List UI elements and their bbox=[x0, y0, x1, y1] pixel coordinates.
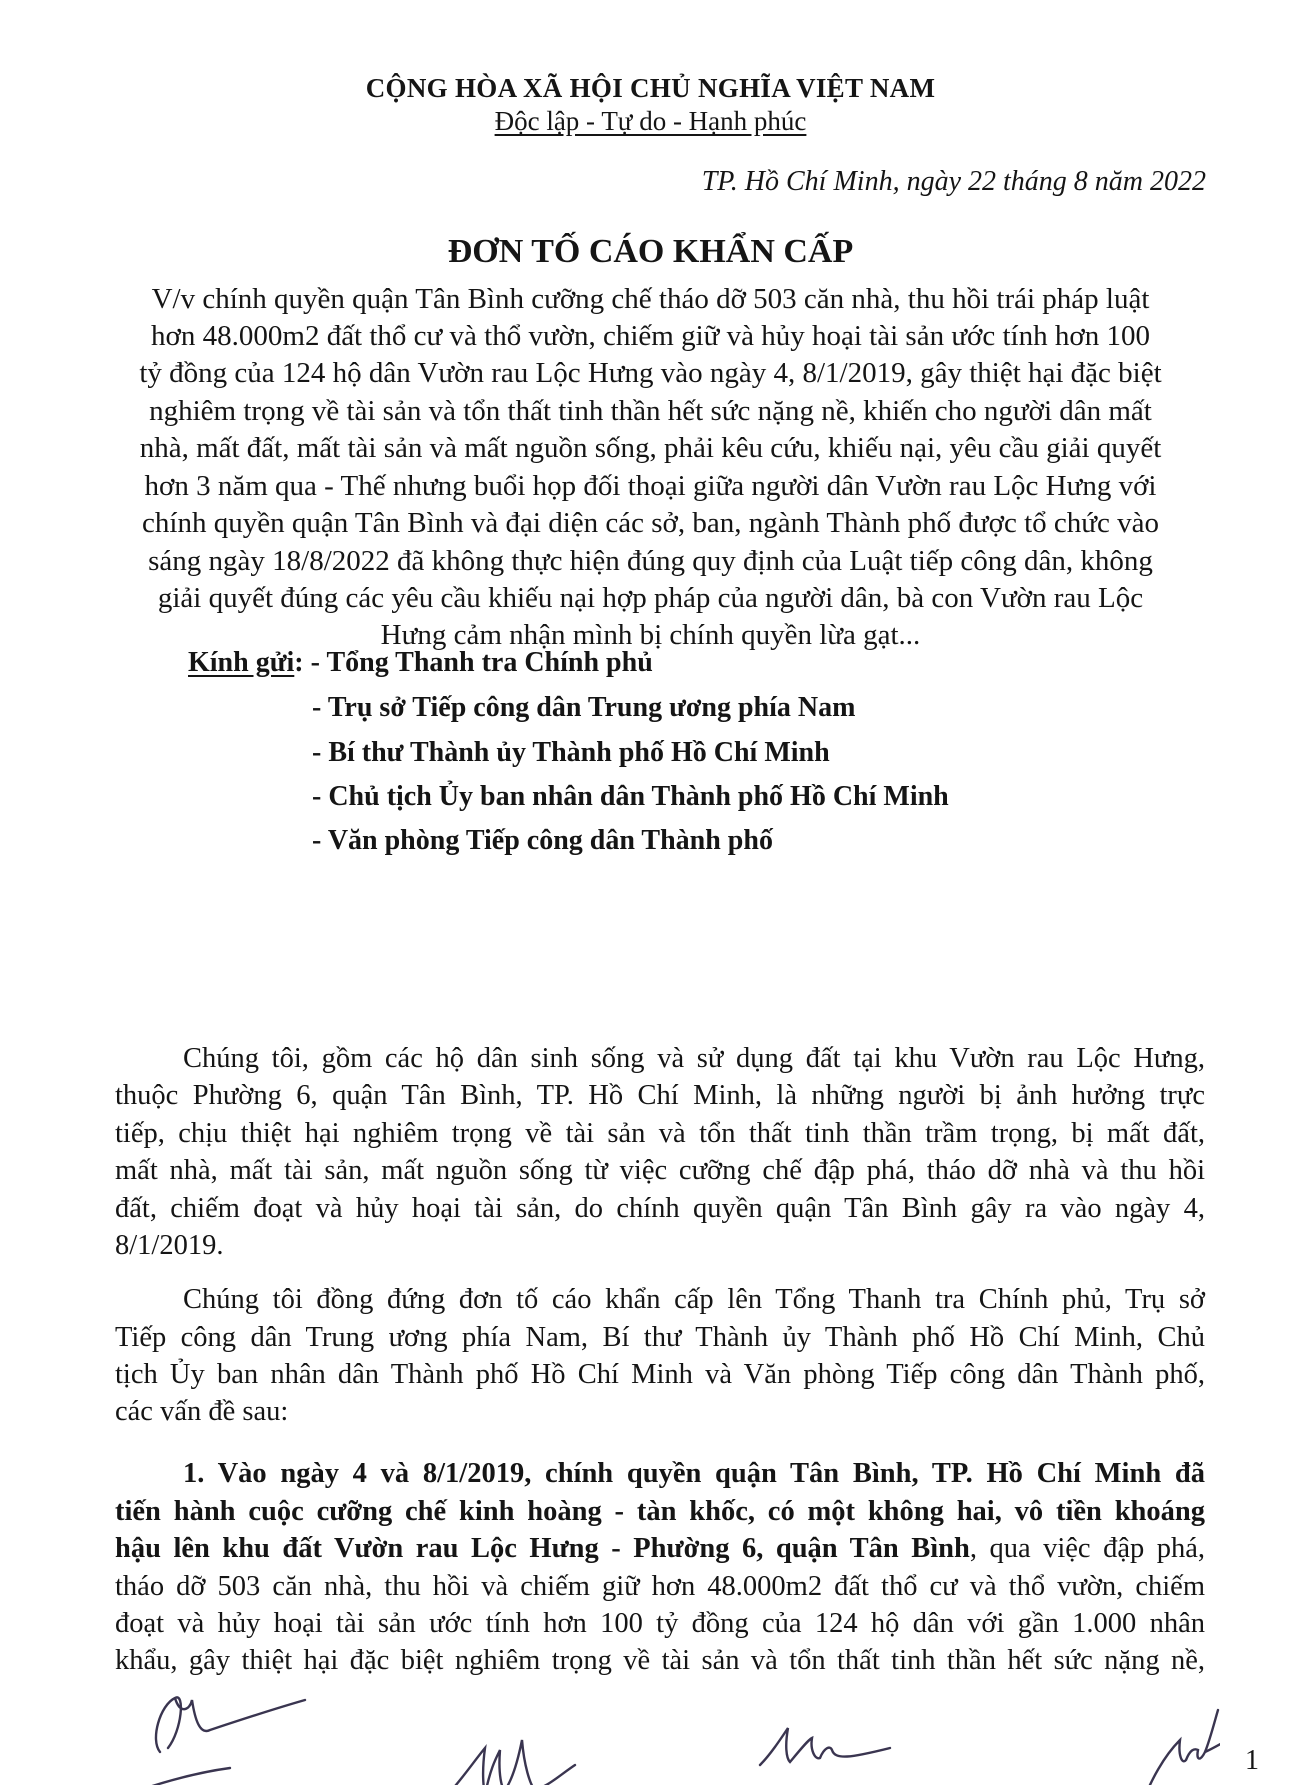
subject-line: giải quyết đúng các yêu cầu khiếu nại hợp pháp của người dân, bà con Vườn rau Lộc bbox=[157, 582, 1144, 614]
section-line bbox=[115, 1531, 1205, 1567]
subject-line: sáng ngày 18/8/2022 đã không thực hiện đúng quy định của Luật tiếp công dân, không bbox=[148, 545, 1153, 577]
subject-line: nhà, mất đất, mất tài sản và mất nguồn sống, phải kêu cứu, khiếu nại, yêu cầu giải quyết bbox=[139, 432, 1162, 464]
signature-4 bbox=[1140, 1710, 1220, 1785]
recipient-item: - Chủ tịch Ủy ban nhân dân Thành phố Hồ Chí Minh bbox=[312, 781, 949, 812]
page-number: 1 bbox=[1245, 1745, 1259, 1776]
section-line: khẩu, gây thiệt hại đặc biệt nghiêm trọng về tài sản và tổn thất tinh thần hết sức nặng nề, bbox=[115, 1645, 1205, 1676]
signature-2 bbox=[450, 1740, 575, 1785]
section-text: , qua việc đập phá, bbox=[969, 1533, 1205, 1564]
recipient-item: - Tổng Thanh tra Chính phủ bbox=[310, 647, 653, 678]
national-motto bbox=[0, 103, 1301, 139]
section-line: tiến hành cuộc cưỡng chế kinh hoàng - tàn khốc, có một không hai, vô tiền khoáng bbox=[115, 1496, 1205, 1527]
subject-line: hơn 48.000m2 đất thổ cư và thổ vườn, chiếm giữ và hủy hoại tài sản ước tính hơn 100 bbox=[151, 320, 1150, 352]
recipient-item: - Văn phòng Tiếp công dân Thành phố bbox=[312, 825, 773, 856]
subject-line: V/v chính quyền quận Tân Bình cưỡng chế tháo dỡ 503 căn nhà, thu hồi trái pháp luật bbox=[151, 283, 1150, 315]
paragraph-line: các vấn đề sau: bbox=[115, 1396, 289, 1427]
paragraph-line: Tiếp công dân Trung ương phía Nam, Bí thư Thành ủy Thành phố Hồ Chí Minh, Chủ bbox=[115, 1322, 1205, 1353]
section-line: đoạt và hủy hoại tài sản ước tính hơn 100 tỷ đồng của 124 hộ dân với gần 1.000 nhân bbox=[115, 1608, 1205, 1639]
paragraph-line: 8/1/2019. bbox=[115, 1230, 224, 1261]
recipient-item: - Trụ sở Tiếp công dân Trung ương phía Nam bbox=[312, 692, 856, 723]
paragraph-line: Chúng tôi đồng đứng đơn tố cáo khẩn cấp lên Tổng Thanh tra Chính phủ, Trụ sở bbox=[183, 1284, 1205, 1315]
paragraph-line: tịch Ủy ban nhân dân Thành phố Hồ Chí Minh và Văn phòng Tiếp công dân Thành phố, bbox=[115, 1359, 1205, 1390]
subject-line: Hưng cảm nhận mình bị chính quyền lừa gạt... bbox=[380, 619, 921, 651]
subject-line: hơn 3 năm qua - Thế nhưng buổi họp đối thoại giữa người dân Vườn rau Lộc Hưng với bbox=[144, 470, 1157, 502]
paragraph-line: Chúng tôi, gồm các hộ dân sinh sống và sử dụng đất tại khu Vườn rau Lộc Hưng, bbox=[183, 1043, 1205, 1074]
subject-line: tỷ đồng của 124 hộ dân Vườn rau Lộc Hưng vào ngày 4, 8/1/2019, gây thiệt hại đặc biệt bbox=[139, 357, 1162, 389]
section-bold-text: hậu lên khu đất Vườn rau Lộc Hưng - Phường 6, quận Tân Bình bbox=[115, 1533, 970, 1564]
document-title: ĐƠN TỐ CÁO KHẨN CẤP bbox=[447, 233, 854, 270]
section-line: 1. Vào ngày 4 và 8/1/2019, chính quyền quận Tân Bình, TP. Hồ Chí Minh đã bbox=[183, 1458, 1205, 1489]
signature-1-underline bbox=[140, 1768, 230, 1785]
subject-line: nghiêm trọng về tài sản và tổn thất tinh thần hết sức nặng nề, khiến cho người dân mất bbox=[149, 395, 1152, 427]
recipient-item: - Bí thư Thành ủy Thành phố Hồ Chí Minh bbox=[312, 737, 830, 768]
subject-line: chính quyền quận Tân Bình và đại diện các sở, ban, ngành Thành phố được tổ chức vào bbox=[142, 507, 1159, 539]
paragraph-line: tiếp, chịu thiệt hại nghiêm trọng về tài sản và tổn thất tinh thần trầm trọng, bị mất đất, bbox=[115, 1118, 1205, 1149]
national-title: CỘNG HÒA XÃ HỘI CHỦ NGHĨA VIỆT NAM bbox=[365, 73, 936, 103]
motto-text: Độc lập - Tự do - Hạnh phúc bbox=[494, 106, 807, 136]
signatures bbox=[120, 1690, 1220, 1785]
paragraph-line: thuộc Phường 6, quận Tân Bình, TP. Hồ Chí Minh, là những người bị ảnh hưởng trực bbox=[115, 1080, 1205, 1111]
recipients-label: Kính gửi bbox=[188, 647, 295, 678]
recipient-line: Kính gửi: - Tổng Thanh tra Chính phủ bbox=[188, 647, 653, 678]
paragraph-line: mất nhà, mất tài sản, mất nguồn sống từ việc cưỡng chế đập phá, tháo dỡ nhà và thu hồi bbox=[115, 1155, 1205, 1186]
signature-1 bbox=[156, 1697, 305, 1752]
paragraph-line: đất, chiếm đoạt và hủy hoại tài sản, do chính quyền quận Tân Bình gây ra vào ngày 4, bbox=[115, 1193, 1205, 1224]
section-line: tháo dỡ 503 căn nhà, thu hồi và chiếm giữ hơn 48.000m2 đất thổ cư và thổ vườn, chiếm bbox=[115, 1571, 1205, 1602]
signature-3 bbox=[760, 1728, 890, 1765]
place-date: TP. Hồ Chí Minh, ngày 22 tháng 8 năm 2022 bbox=[701, 166, 1206, 197]
